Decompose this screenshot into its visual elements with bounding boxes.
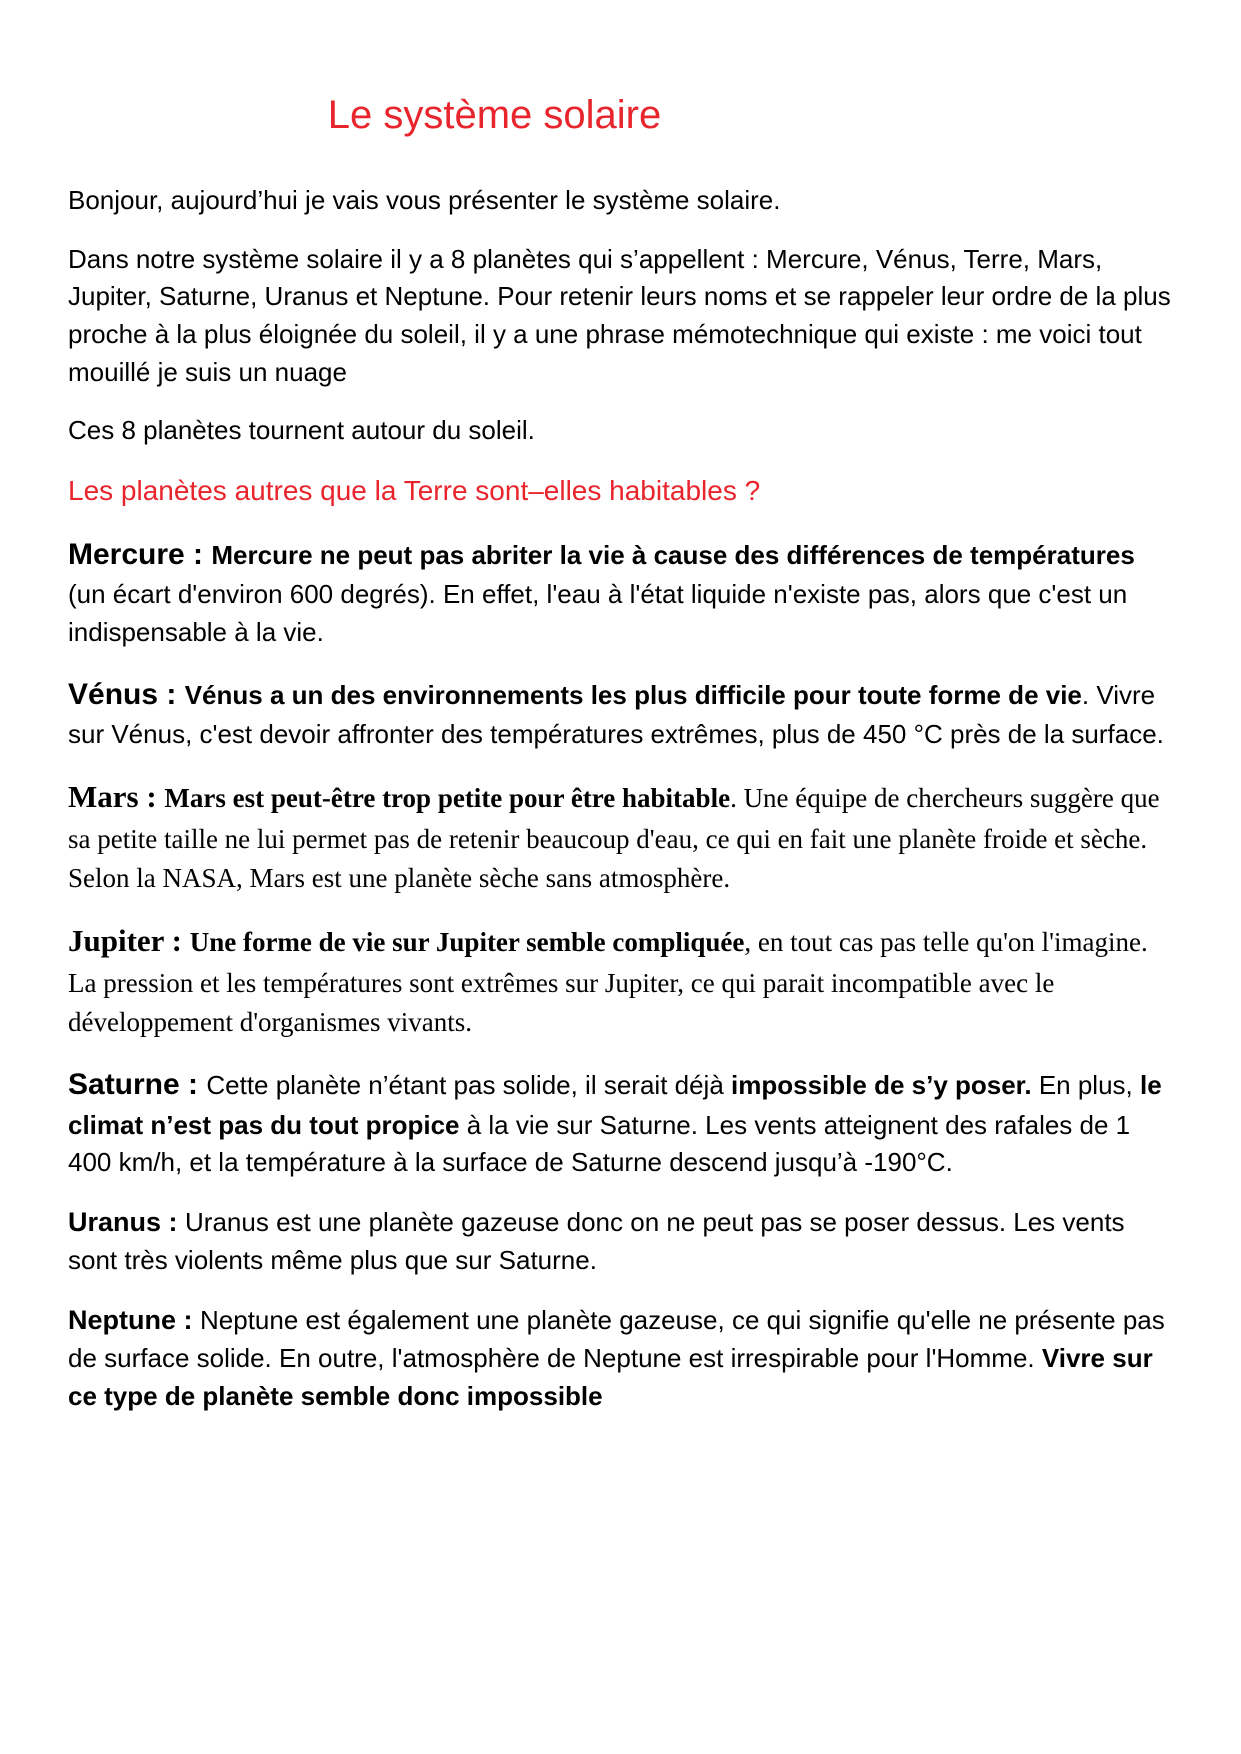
planet-bold-mars: Mars est peut-être trop petite pour être habitable	[164, 782, 731, 813]
planet-paragraph-uranus	[68, 1203, 1171, 1280]
planet-text-mercure: (un écart d'environ 600 degrés). En effet, l'eau à l'état liquide n'existe pas, alors que c'est un indispensable à la vie.	[68, 579, 1128, 647]
planet-lead-mercure: Mercure :	[68, 537, 212, 571]
intro-text-3: Ces 8 planètes tournent autour du soleil.	[68, 415, 535, 446]
planet-lead-saturne: Saturne :	[68, 1068, 207, 1102]
planet-paragraph-mercure	[68, 533, 1171, 652]
intro-paragraph-2	[68, 241, 1171, 392]
planet-text-uranus: Uranus est une planète gazeuse donc on ne peut pas se poser dessus. Les vents sont très violents même plus que sur Saturne.	[68, 1207, 1125, 1276]
planet-text-mars: . Une équipe de chercheurs suggère que sa petite taille ne lui permet pas de retenir beaucoup d'eau, ce qui en fait une planète froide et sèche. Selon la NASA, Mars est une planète sèche sans atmosphère.	[68, 782, 1160, 893]
intro-text-1: Bonjour, aujourd’hui je vais vous présenter le système solaire.	[68, 185, 781, 215]
planet-text-venus: . Vivre sur Vénus, c'est devoir affronter des températures extrêmes, plus de 450 °C près de la surface.	[68, 679, 1164, 750]
planet-bold-saturne-2: le climat n’est pas du tout propice	[68, 1070, 1162, 1140]
question-heading: Les planètes autres que la Terre sont–elles habitables ?	[68, 475, 761, 507]
planet-lead-jupiter: Jupiter :	[68, 923, 190, 958]
planet-text-saturne-1: Cette planète n’étant pas solide, il serait déjà	[206, 1070, 732, 1101]
planet-paragraph-saturne	[68, 1063, 1171, 1182]
planet-lead-mars: Mars :	[68, 778, 165, 814]
document-title: Le système solaire	[327, 93, 662, 137]
planet-text-neptune: Neptune est également une planète gazeuse, ce qui signifie qu'elle ne présente pas de surface solide. En outre, l'atmosphère de Neptune est irrespirable pour l'Homme.	[68, 1304, 1165, 1374]
planet-text-saturne-2: En plus,	[1031, 1070, 1140, 1101]
planet-lead-venus: Vénus :	[68, 677, 185, 711]
planet-bold-venus: Vénus a un des environnements les plus difficile pour toute forme de vie	[184, 679, 1082, 710]
planet-paragraph-venus	[68, 673, 1171, 754]
planet-paragraph-jupiter	[68, 919, 1171, 1042]
planet-bold-mercure: Mercure ne peut pas abriter la vie à cause des différences de températures	[211, 539, 1135, 570]
planet-bold-neptune: Vivre sur ce type de planète semble donc impossible	[68, 1343, 1153, 1411]
intro-text-2: Dans notre système solaire il y a 8 planètes qui s’appellent : Mercure, Vénus, Terre, Mars, Jupiter, Saturne, Uranus et Neptune. Pour retenir leurs noms et se rappeler leur ordre de la plus proche à la plus éloignée du soleil, il y a une phrase mémotechnique qui existe : me voici tout mouillé je suis un nuage	[68, 243, 1171, 387]
planet-bold-jupiter: Une forme de vie sur Jupiter semble compliquée	[189, 927, 745, 957]
planet-paragraph-mars	[68, 775, 1171, 898]
planet-paragraph-neptune	[68, 1301, 1171, 1416]
intro-paragraph-3	[68, 412, 1171, 450]
intro-paragraph-1	[68, 182, 1171, 220]
planet-lead-uranus: Uranus :	[68, 1207, 186, 1238]
planet-text-saturne-3: à la vie sur Saturne. Les vents atteignent des rafales de 1 400 km/h, et la température à la surface de Saturne descend jusqu’à -190°C.	[68, 1109, 1131, 1178]
planet-bold-saturne-1: impossible de s’y poser.	[731, 1070, 1032, 1101]
planet-text-jupiter: , en tout cas pas telle qu'on l'imagine. La pression et les températures sont extrêmes sur Jupiter, ce qui parait incompatible avec le développement d'organismes vivants.	[68, 927, 1148, 1038]
planet-lead-neptune: Neptune :	[68, 1304, 200, 1335]
